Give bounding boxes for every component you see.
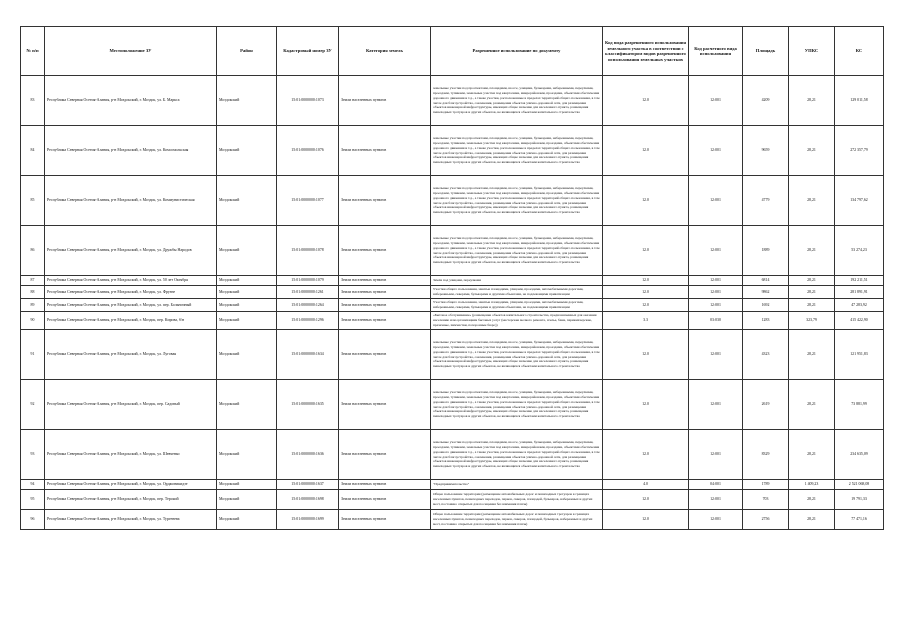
table-row [21, 330, 884, 380]
row-upks: 28,21 [789, 510, 835, 530]
row-area: 1789 [743, 480, 789, 490]
row-location: Республика Северная Осетия-Алания, р-н Моздокский, г. Моздок, ул. Б. Маркса [45, 76, 217, 126]
row-number: 84 [21, 126, 45, 176]
row-calc-code: 12:001 [689, 490, 743, 510]
row-number: 89 [21, 299, 45, 312]
row-district: Моздокский [217, 380, 277, 430]
row-permitted-use: "Предпринимательство" [431, 480, 603, 490]
row-location: Республика Северная Осетия-Алания, р-н Моздокский, г. Моздок, ул. Коммунистическая [45, 176, 217, 226]
row-number: 83 [21, 76, 45, 126]
row-number: 90 [21, 312, 45, 330]
row-number: 87 [21, 276, 45, 286]
row-calc-code: 12:001 [689, 226, 743, 276]
row-cadastral: 15:01:0000000:1699 [277, 510, 339, 530]
row-permitted-use: Общее пользование территории (размещение автомобильных дорог и пешеходных тротуаров в границах населенных пунктов, пешеходных переходов, парков, скверов, площадей, бульваров, набережных и других мест, постоянно открытых для посещения без взимания платы) [431, 490, 603, 510]
row-number: 95 [21, 490, 45, 510]
row-location: Республика Северная Осетия-Алания, р-н Моздокский, г. Моздок, ул. Орджоникидзе [45, 480, 217, 490]
row-location: Республика Северная Осетия-Алания, р-н Моздокский, г. Моздок, ул. Луговая [45, 330, 217, 380]
row-area: 4323 [743, 330, 789, 380]
row-permitted-use: земельные участки под проспектами, площадями, шоссе, улицами, бульварами, набережными, переулками, проездами, тупиками, земельные участки под кварталами, микрорайонами, проездами, объектами обеспечения дорожного движения и т.д., а также участки, расположенные в пределах территорий общего пользования, в том числе для благоустройства, озеленения, размещения объектов улично-дорожной сети, для размещения объектов инженерной инфраструктуры, имеющих общее значение для населенного пункта, размещения пешеходных тротуаров и других объектов, не являющихся объектами капитального строительства [431, 76, 603, 126]
row-cadastral: 15:01:0000000:1261 [277, 286, 339, 299]
row-category: Земли населенных пунктов [339, 330, 431, 380]
row-location: Республика Северная Осетия-Алания, р-н Моздокский, г. Моздок, ул. пер. Больничный [45, 299, 217, 312]
row-ks: 47 283,92 [835, 299, 884, 312]
row-location: Республика Северная Осетия-Алания, р-н Моздокский, г. Моздок, ул. 50 лет Октября [45, 276, 217, 286]
row-upks: 28,21 [789, 380, 835, 430]
table-row [21, 312, 884, 330]
row-permitted-use: Участки общего пользования, занятые площадями, улицами, проездами, автомобильными дорогами, набережными, скверами, бульварами и другими объектами, не подлежащими приватизации [431, 286, 603, 299]
row-permitted-use: земельные участки под проспектами, площадями, шоссе, улицами, бульварами, набережными, переулками, проездами, тупиками, земельные участки под кварталами, микрорайонами, проездами, объектами обеспечения дорожного движения и т.д., а также участки, расположенные в пределах территорий общего пользования, в том числе для благоустройства, озеленения, размещения объектов улично-дорожной сети, для размещения объектов инженерной инфраструктуры, имеющих общее значение для населенного пункта, размещения пешеходных тротуаров и других объектов, не являющихся объектами капитального строительства [431, 226, 603, 276]
row-ks: 192 211,51 [835, 276, 884, 286]
row-ks: 121 951,83 [835, 330, 884, 380]
row-cadastral: 15:01:0000000:1296 [277, 312, 339, 330]
table-row [21, 510, 884, 530]
row-ks: 134 797,62 [835, 176, 884, 226]
row-ks: 19 791,33 [835, 490, 884, 510]
row-use-code: 12.0 [603, 176, 689, 226]
row-cadastral: 15:01:0000000:1264 [277, 299, 339, 312]
row-permitted-use: земельные участки под проспектами, площадями, шоссе, улицами, бульварами, набережными, переулками, проездами, тупиками, земельные участки под кварталами, микрорайонами, проездами, объектами обеспечения дорожного движения и т.д., а также участки, расположенные в пределах территорий общего пользования, в том числе для благоустройства, озеленения, размещения объектов улично-дорожной сети, для размещения объектов инженерной инфраструктуры, имеющих общее значение для населенного пункта, размещения пешеходных тротуаров и других объектов, не являющихся объектами капитального строительства [431, 330, 603, 380]
land-plots-table [20, 26, 884, 530]
row-calc-code: 12:001 [689, 299, 743, 312]
row-number: 93 [21, 430, 45, 480]
row-upks: 28,21 [789, 286, 835, 299]
row-upks: 28,21 [789, 176, 835, 226]
header-area: Площадь [743, 27, 789, 76]
row-use-code: 12.0 [603, 299, 689, 312]
row-district: Моздокский [217, 430, 277, 480]
row-district: Моздокский [217, 276, 277, 286]
row-number: 96 [21, 510, 45, 530]
document-page [20, 26, 883, 530]
row-district: Моздокский [217, 510, 277, 530]
row-calc-code: 12:001 [689, 286, 743, 299]
row-cadastral: 15:01:0000000:1076 [277, 126, 339, 176]
row-location: Республика Северная Осетия-Алания, р-н Моздокский, г. Моздок, ул. Фрунзе [45, 286, 217, 299]
row-ks: 415 422,90 [835, 312, 884, 330]
row-number: 86 [21, 226, 45, 276]
row-use-code: 12.0 [603, 76, 689, 126]
row-category: Земли населенных пунктов [339, 312, 431, 330]
row-location: Республика Северная Осетия-Алания, р-н Моздокский, г. Моздок, ул. Дружбы Народов [45, 226, 217, 276]
row-area: 703 [743, 490, 789, 510]
row-calc-code: 04:001 [689, 480, 743, 490]
row-area: 2619 [743, 380, 789, 430]
row-calc-code: 12:001 [689, 276, 743, 286]
row-district: Моздокский [217, 226, 277, 276]
header-district: Район [217, 27, 277, 76]
row-upks: 1 409,23 [789, 480, 835, 490]
row-category: Земли населенных пунктов [339, 299, 431, 312]
row-area: 1283 [743, 312, 789, 330]
row-ks: 73 881,99 [835, 380, 884, 430]
header-calc-code: Код расчетного вида использования [689, 27, 743, 76]
row-district: Моздокский [217, 312, 277, 330]
row-use-code: 12.0 [603, 226, 689, 276]
row-use-code: 3.3 [603, 312, 689, 330]
row-use-code: 12.0 [603, 276, 689, 286]
row-area: 9659 [743, 126, 789, 176]
row-category: Земли населенных пунктов [339, 480, 431, 490]
row-calc-code: 03:030 [689, 312, 743, 330]
row-location: Республика Северная Осетия-Алания, р-н Моздокский, г. Моздок, пер. Кирова, б/н [45, 312, 217, 330]
row-use-code: 12.0 [603, 430, 689, 480]
row-permitted-use: Земли под улицами, переулками [431, 276, 603, 286]
row-use-code: 12.0 [603, 330, 689, 380]
row-cadastral: 15:01:0000000:1635 [277, 380, 339, 430]
table-row [21, 380, 884, 430]
table-row [21, 226, 884, 276]
row-permitted-use: Участки общего пользования, занятые площадями, улицами, проездами, автомобильными дорогами, набережными, скверами, бульварами и другими объектами, не подлежащими приватизации [431, 299, 603, 312]
row-district: Моздокский [217, 176, 277, 226]
row-upks: 28,21 [789, 126, 835, 176]
row-cadastral: 15:01:0000000:1634 [277, 330, 339, 380]
row-category: Земли населенных пунктов [339, 510, 431, 530]
row-category: Земли населенных пунктов [339, 276, 431, 286]
row-ks: 53 274,23 [835, 226, 884, 276]
row-number: 88 [21, 286, 45, 299]
row-area: 4779 [743, 176, 789, 226]
row-ks: 2 521 068,08 [835, 480, 884, 490]
row-location: Республика Северная Осетия-Алания, р-н Моздокский, г. Моздок, ул. Тургенева [45, 510, 217, 530]
row-area: 1889 [743, 226, 789, 276]
row-number: 91 [21, 330, 45, 380]
row-use-code: 12.0 [603, 380, 689, 430]
row-ks: 129 011,58 [835, 76, 884, 126]
table-row [21, 76, 884, 126]
row-upks: 28,21 [789, 490, 835, 510]
row-cadastral: 15:01:0000000:1073 [277, 76, 339, 126]
row-calc-code: 12:001 [689, 76, 743, 126]
row-ks: 281 891,91 [835, 286, 884, 299]
row-location: Республика Северная Осетия-Алания, р-н Моздокский, г. Моздок, пер. Терский [45, 490, 217, 510]
row-permitted-use: земельные участки под проспектами, площадями, шоссе, улицами, бульварами, набережными, переулками, проездами, тупиками, земельные участки под кварталами, микрорайонами, проездами, объектами обеспечения дорожного движения и т.д., а также участки, расположенные в пределах территорий общего пользования, в том числе для благоустройства, озеленения, размещения объектов улично-дорожной сети, для размещения объектов инженерной инфраструктуры, имеющих общее значение для населенного пункта, размещения пешеходных тротуаров и других объектов, не являющихся объектами капитального строительства [431, 126, 603, 176]
row-cadastral: 15:01:0000000:1078 [277, 226, 339, 276]
row-location: Республика Северная Осетия-Алания, р-н Моздокский, г. Моздок, пер. Садовый [45, 380, 217, 430]
row-ks: 272 357,79 [835, 126, 884, 176]
row-cadastral: 15:01:0000000:1079 [277, 276, 339, 286]
row-use-code: 12.0 [603, 126, 689, 176]
row-upks: 28,21 [789, 330, 835, 380]
header-location: Местоположение ЗУ [45, 27, 217, 76]
row-area: 6814 [743, 276, 789, 286]
row-calc-code: 12:001 [689, 430, 743, 480]
row-category: Земли населенных пунктов [339, 490, 431, 510]
row-category: Земли населенных пунктов [339, 76, 431, 126]
table-row [21, 490, 884, 510]
row-number: 92 [21, 380, 45, 430]
row-category: Земли населенных пунктов [339, 430, 431, 480]
row-district: Моздокский [217, 286, 277, 299]
table-row [21, 176, 884, 226]
header-use-code: Код вида разрешенного использования земельного участка в соответствии с классификатором видов разрешенного использования земельных участков [603, 27, 689, 76]
table-row [21, 126, 884, 176]
row-cadastral: 15:01:0000000:1636 [277, 430, 339, 480]
row-category: Земли населенных пунктов [339, 176, 431, 226]
row-calc-code: 12:001 [689, 176, 743, 226]
row-area: 9862 [743, 286, 789, 299]
row-permitted-use: Общее пользование территории (размещение автомобильных дорог и пешеходных тротуаров в границах населенных пунктов, пешеходных переходов, парков, скверов, площадей, бульваров, набережных и других мест, постоянно открытых для посещения без взимания платы) [431, 510, 603, 530]
row-district: Моздокский [217, 330, 277, 380]
row-permitted-use: земельные участки под проспектами, площадями, шоссе, улицами, бульварами, набережными, переулками, проездами, тупиками, земельные участки под кварталами, микрорайонами, проездами, объектами обеспечения дорожного движения и т.д., а также участки, расположенные в пределах территорий общего пользования, в том числе для благоустройства, озеленения, размещения объектов улично-дорожной сети, для размещения объектов инженерной инфраструктуры, имеющих общее значение для населенного пункта, размещения пешеходных тротуаров и других объектов, не являющихся объектами капитального строительства [431, 176, 603, 226]
row-category: Земли населенных пунктов [339, 286, 431, 299]
row-area: 1692 [743, 299, 789, 312]
header-ks: КС [835, 27, 884, 76]
row-area: 4209 [743, 76, 789, 126]
table-row [21, 299, 884, 312]
row-category: Земли населенных пунктов [339, 380, 431, 430]
row-area: 8329 [743, 430, 789, 480]
row-location: Республика Северная Осетия-Алания, р-н Моздокский, г. Моздок, ул. Комсомольская [45, 126, 217, 176]
row-ks: 77 471,16 [835, 510, 884, 530]
row-upks: 28,21 [789, 430, 835, 480]
row-district: Моздокский [217, 76, 277, 126]
row-location: Республика Северная Осетия-Алания, р-н Моздокский, г. Моздок, ул. Шевченко [45, 430, 217, 480]
row-permitted-use: земельные участки под проспектами, площадями, шоссе, улицами, бульварами, набережными, переулками, проездами, тупиками, земельные участки под кварталами, микрорайонами, проездами, объектами обеспечения дорожного движения и т.д., а также участки, расположенные в пределах территорий общего пользования, в том числе для благоустройства, озеленения, размещения объектов улично-дорожной сети, для размещения объектов инженерной инфраструктуры, имеющих общее значение для населенного пункта, размещения пешеходных тротуаров и других объектов, не являющихся объектами капитального строительства [431, 380, 603, 430]
header-category: Категория земель [339, 27, 431, 76]
header-permitted-use: Разрешенное использование по документу [431, 27, 603, 76]
row-number: 85 [21, 176, 45, 226]
row-area: 2756 [743, 510, 789, 530]
row-use-code: 12.0 [603, 490, 689, 510]
header-cadastral: Кадастровый номер ЗУ [277, 27, 339, 76]
row-district: Моздокский [217, 490, 277, 510]
row-category: Земли населенных пунктов [339, 226, 431, 276]
row-cadastral: 15:01:0000000:1077 [277, 176, 339, 226]
row-cadastral: 15:01:0000000:1698 [277, 490, 339, 510]
row-district: Моздокский [217, 480, 277, 490]
table-header-row [21, 27, 884, 76]
row-calc-code: 12:001 [689, 380, 743, 430]
row-calc-code: 12:001 [689, 510, 743, 530]
header-upks: УПКС [789, 27, 835, 76]
row-calc-code: 12:001 [689, 330, 743, 380]
row-upks: 323,79 [789, 312, 835, 330]
table-row [21, 480, 884, 490]
row-calc-code: 12:001 [689, 126, 743, 176]
row-ks: 234 635,09 [835, 430, 884, 480]
row-district: Моздокский [217, 126, 277, 176]
row-number: 94 [21, 480, 45, 490]
row-use-code: 4.0 [603, 480, 689, 490]
row-permitted-use: земельные участки под проспектами, площадями, шоссе, улицами, бульварами, набережными, переулками, проездами, тупиками, земельные участки под кварталами, микрорайонами, проездами, объектами обеспечения дорожного движения и т.д., а также участки, расположенные в пределах территорий общего пользования, в том числе для благоустройства, озеленения, размещения объектов улично-дорожной сети, для размещения объектов инженерной инфраструктуры, имеющих общее значение для населенного пункта, размещения пешеходных тротуаров и других объектов, не являющихся объектами капитального строительства [431, 430, 603, 480]
row-upks: 28,21 [789, 299, 835, 312]
table-row [21, 286, 884, 299]
row-use-code: 12.0 [603, 510, 689, 530]
row-permitted-use: «Бытовое обслуживание» (размещение объектов капитального строительства, предназначенных для оказания населению или организациям бытовых услуг (мастерские мелкого ремонта, ателье, бани, парикмахерские, прачечные, химчистки, похоронные бюро)) [431, 312, 603, 330]
row-cadastral: 15:01:0000000:1637 [277, 480, 339, 490]
row-use-code: 12.0 [603, 286, 689, 299]
row-district: Моздокский [217, 299, 277, 312]
row-upks: 28,21 [789, 76, 835, 126]
row-upks: 28,21 [789, 226, 835, 276]
table-row [21, 276, 884, 286]
row-category: Земли населенных пунктов [339, 126, 431, 176]
row-upks: 28,21 [789, 276, 835, 286]
table-row [21, 430, 884, 480]
header-number: № п/п [21, 27, 45, 76]
